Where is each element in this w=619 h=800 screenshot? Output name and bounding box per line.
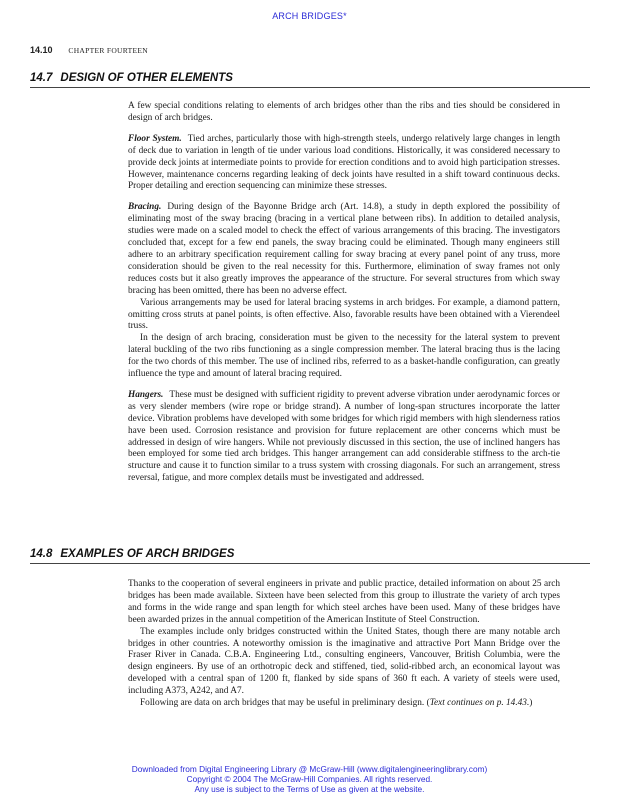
bracing-paragraph — [128, 202, 560, 297]
examples-p3-lead: Following are data on arch bridges that may be useful in preliminary design. ( — [140, 698, 430, 709]
hangers-paragraph — [128, 390, 560, 485]
hangers-heading: Hangers. — [128, 389, 164, 400]
footer-terms-link[interactable]: Any use is subject to the Terms of Use as given at the website. — [194, 784, 425, 794]
section-title: EXAMPLES OF ARCH BRIDGES — [60, 548, 235, 560]
hangers-text: These must be designed with sufficient rigidity to prevent adverse vibration under aerodynamic forces or as very slender members (wire rope or bridge strand). A number of long-span structures incorporate the latter device. Vibration problems have developed with some bridges for which rigid members with high slenderness ratios have been used. Corrosion resistance and provision for future replacement are other concerns which must be addressed in design of wire hangers. While not previously discussed in this section, the use of inclined hangers has been employed for some tied arch bridges. This hanger arrangement can add considerable stiffness to the arch-tie structure and cause it to function similar to a truss system with crossing diagonals. For such an arrangement, stress reversal, fatigue, and more complex details must be investigated and addressed. — [128, 389, 560, 484]
section-14-8-body — [128, 579, 560, 710]
footer-copyright: Copyright © 2004 The McGraw-Hill Companies. All rights reserved. — [186, 774, 433, 784]
download-footer — [0, 764, 619, 794]
floor-system-paragraph — [128, 134, 560, 194]
bracing-paragraph-3: In the design of arch bracing, consideration must be given to the necessity for the lateral system to prevent lateral buckling of the two ribs functioning as a single compression member. The lateral bracing thus is the lacing for the two chords of this member. The use of inclined ribs, referred to as a basket-handle configuration, can greatly influence the type and amount of lateral bracing required. — [128, 333, 560, 380]
floor-system-text: Tied arches, particularly those with high-strength steels, undergo relatively large changes in length of deck due to variation in length of tie under various load conditions. Historically, it was considered necessary to provide deck joints at intermediate points to provide for erection conditions and to avoid high participation stresses. However, maintenance concerns regarding leaking of deck joints have resulted in a shift toward continuous decks. Proper detailing and erection sequencing can minimize these stresses. — [128, 133, 561, 192]
section-14-7-body — [128, 101, 560, 485]
examples-paragraph-1: Thanks to the cooperation of several engineers in private and public practice, detailed information on about 25 arch bridges has been made available. Sixteen have been selected from this group to illustrate the variety of arch types and forms in the wide range and span length for which steel arches have been used. Many of these bridges have been awarded prizes in the annual competition of the American Institute of Steel Construction. — [128, 579, 560, 625]
floor-system-heading: Floor System. — [128, 133, 182, 144]
running-head — [30, 45, 148, 55]
section-title: DESIGN OF OTHER ELEMENTS — [60, 72, 233, 84]
intro-paragraph: A few special conditions relating to elements of arch bridges other than the ribs and ties should be considered in design of arch bridges. — [128, 101, 560, 123]
examples-paragraph-3 — [128, 698, 560, 710]
bracing-text: During design of the Bayonne Bridge arch (Art. 14.8), a study in depth explored the possibility of eliminating most of the sway bracing (bracing in a vertical plane between ribs). In addition to detailed analysis, studies were made on a scaled model to check the effect of various arrangements of this bracing. The investigators concluded that, except for a few end panels, the sway bracing could be eliminated. Though many engineers still adhere to an arbitrary specification requirement calling for sway bracing at every panel point of any truss, more consideration should be given to the real necessity for this. Furthermore, elimination of sway frames not only reduces costs but it also greatly improves the appearance of the structure. For several structures from which sway bracing has been omitted, there has been no adverse effect. — [128, 202, 560, 296]
chapter-label: CHAPTER FOURTEEN — [68, 46, 148, 55]
bracing-paragraph-2: Various arrangements may be used for lateral bracing systems in arch bridges. For example, a diamond pattern, omitting cross struts at panel points, is often effective. Also, favorable results have been obtained with a Vierendeel truss. — [128, 297, 560, 332]
examples-p3-tail: ) — [529, 698, 533, 709]
examples-paragraph-2: The examples include only bridges constructed within the United States, though there are many notable arch bridges in other countries. A noteworthy omission is the imaginative and attractive Port Mann Bridge over the Fraser River in Canada. C.B.A. Engineering Ltd., consulting engineers, Vancouver, British Columbia, were the design engineers. By use of an orthotropic deck and stiffened, tied, solid-ribbed arch, an economical layout was developed with a central span of 1200 ft, flanked by side spans of 360 ft each. A variety of steels were used, including A373, A242, and A7. — [128, 626, 560, 697]
section-heading-14-7 — [30, 72, 590, 88]
section-number: 14.7 — [30, 72, 53, 84]
section-number: 14.8 — [30, 548, 53, 560]
document-banner: ARCH BRIDGES* — [272, 11, 347, 21]
continuation-note: Text continues on p. 14.43. — [429, 698, 530, 709]
page-number: 14.10 — [30, 45, 53, 55]
footer-download-link[interactable]: Downloaded from Digital Engineering Library @ McGraw-Hill (www.digitalengineeringlibrary.com) — [131, 764, 488, 774]
bracing-heading: Bracing. — [128, 202, 162, 213]
section-heading-14-8 — [30, 548, 590, 564]
